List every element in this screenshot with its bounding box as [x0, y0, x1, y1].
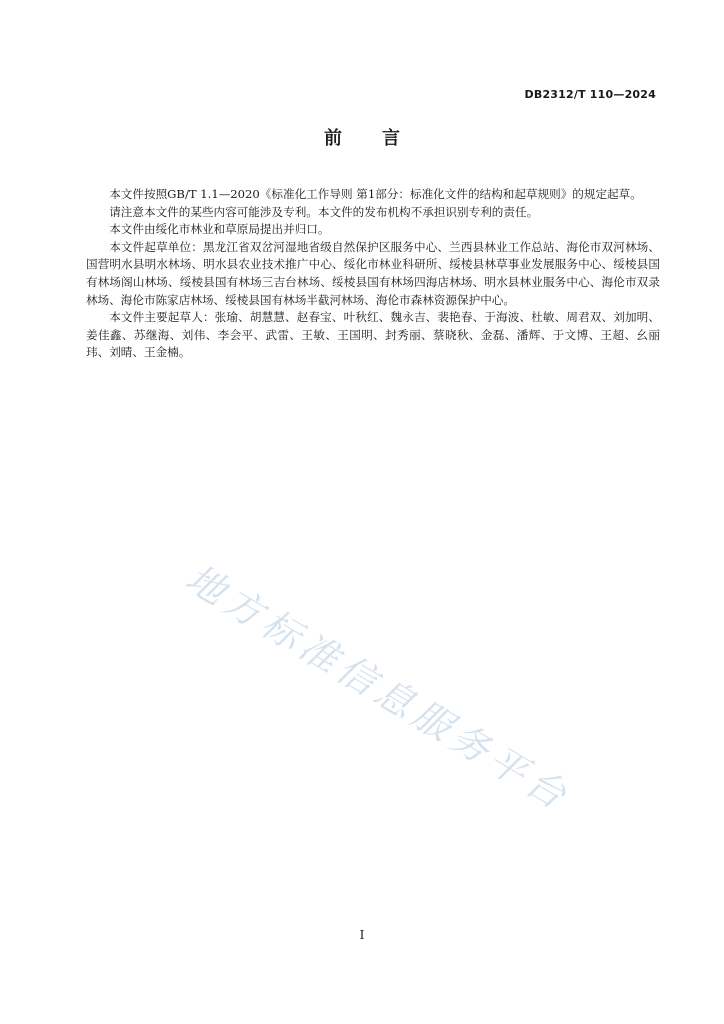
paragraph-drafting-units: 本文件起草单位：黑龙江省双岔河湿地省级自然保护区服务中心、兰西县林业工作总站、海伦市双河林场、国营明水县明水林场、明水县农业技术推广中心、绥化市林业科研所、绥棱县林草事业发展服务中心、绥棱县国有林场阁山林场、绥棱县国有林场三吉台林场、绥棱县国有林场四海店林场、明水县林业服务中心、海伦市双录林场、海伦市陈家店林场、绥棱县国有林场半截河林场、海伦市森林资源保护中心。	[86, 239, 660, 307]
watermark: 地方标准信息服务平台	[178, 555, 579, 821]
paragraph-patent-notice: 请注意本文件的某些内容可能涉及专利。本文件的发布机构不承担识别专利的责任。	[109, 204, 539, 219]
page-title: 前言	[324, 128, 440, 149]
paragraph-proposer: 本文件由绥化市林业和草原局提出并归口。	[109, 222, 330, 237]
foreword-body	[86, 186, 660, 362]
paragraph-drafters: 本文件主要起草人：张瑜、胡慧慧、赵春宝、叶秋红、魏永吉、裴艳春、于海波、杜敏、周君双、刘加明、姜佳鑫、苏继海、刘伟、李会平、武雷、王敏、王国明、封秀丽、蔡晓秋、金磊、潘辉、于文博、王超、幺丽玮、刘晴、王金楠。	[86, 310, 660, 360]
paragraph-drafting-rules: 本文件按照GB/T 1.1—2020《标准化工作导则 第1部分：标准化文件的结构和起草规则》的规定起草。	[109, 187, 642, 201]
page-number: I	[359, 928, 365, 942]
document-code: DB2312/T 110—2024	[524, 88, 656, 101]
